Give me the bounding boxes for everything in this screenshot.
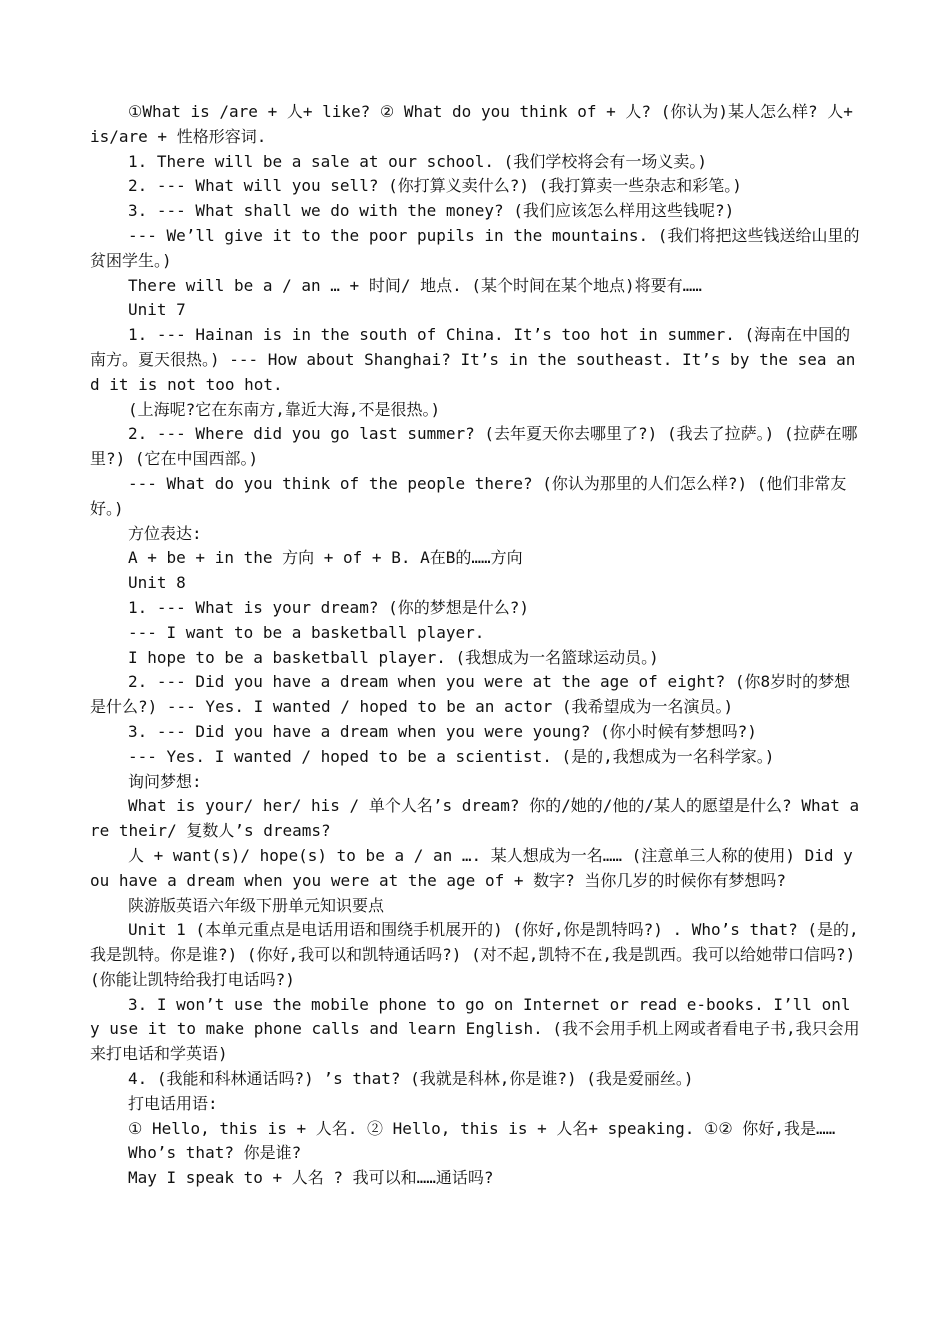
paragraph: Unit 7 — [128, 300, 186, 320]
paragraph: ① Hello, this is + 人名. ② Hello, this is + 人名+ speaking. ①② 你好,我是…… — [128, 1118, 836, 1138]
paragraph: Unit 8 — [128, 573, 186, 593]
paragraph: 1. --- What is your dream? (你的梦想是什么?) — [128, 597, 529, 617]
paragraph: (上海呢?它在东南方,靠近大海,不是很热。) — [128, 399, 441, 419]
document-body — [90, 100, 860, 1191]
paragraph: 陕游版英语六年级下册单元知识要点 — [128, 895, 385, 915]
paragraph: I hope to be a basketball player. (我想成为一名篮球运动员。) — [128, 647, 659, 667]
paragraph: 4. (我能和科林通话吗?) ’s that? (我就是科林,你是谁?) (我是爱丽丝。) — [128, 1069, 694, 1089]
paragraph: 打电话用语: — [128, 1093, 218, 1113]
paragraph: 3. --- What shall we do with the money? (我们应该怎么样用这些钱呢?) — [128, 201, 735, 221]
paragraph: 3. I won’t use the mobile phone to go on Internet or read e-books. I’ll only use it to make phone calls and learn English. (我不会用手机上网或者看电子书,我只会用来打电话和学英语) — [90, 994, 860, 1064]
paragraph: May I speak to + 人名 ? 我可以和……通话吗? — [128, 1168, 494, 1188]
paragraph: 3. --- Did you have a dream when you were young? (你小时候有梦想吗?) — [128, 721, 757, 741]
paragraph: What is your/ her/ his / 单个人名’s dream? 你的/她的/他的/某人的愿望是什么? What are their/ 复数人’s dreams? — [90, 796, 860, 841]
paragraph: Who’s that? 你是谁? — [128, 1143, 302, 1163]
paragraph: --- We’ll give it to the poor pupils in the mountains. (我们将把这些钱送给山里的贫困学生。) — [90, 225, 860, 270]
paragraph: 人 + want(s)/ hope(s) to be a / an …. 某人想成为一名…… (注意单三人称的使用) Did you have a dream when you were at the age of + 数字? 当你几岁的时候你有梦想吗? — [90, 845, 853, 890]
paragraph: There will be a / an … + 时间/ 地点. (某个时间在某个地点)将要有…… — [128, 275, 702, 295]
paragraph: --- I want to be a basketball player. — [128, 622, 485, 642]
paragraph: A + be + in the 方向 + of + B. A在B的……方向 — [128, 548, 523, 568]
paragraph: --- What do you think of the people there? (你认为那里的人们怎么样?) (他们非常友好。) — [90, 473, 847, 518]
paragraph: 1. There will be a sale at our school. (我们学校将会有一场义卖。) — [128, 151, 707, 171]
paragraph: 2. --- What will you sell? (你打算义卖什么?) (我打算卖一些杂志和彩笔。) — [128, 176, 742, 196]
paragraph: --- Yes. I wanted / hoped to be a scientist. (是的,我想成为一名科学家。) — [128, 746, 775, 766]
paragraph: 方位表达: — [128, 523, 202, 543]
paragraph: 1. --- Hainan is in the south of China. It’s too hot in summer. (海南在中国的南方。夏天很热。) --- How about Shanghai? It’s in the southeast. It’s by the sea and it is not too hot. — [90, 325, 856, 394]
paragraph: 询问梦想: — [128, 771, 202, 791]
paragraph: 2. --- Where did you go last summer? (去年夏天你去哪里了?) (我去了拉萨。) (拉萨在哪里?) (它在中国西部。) — [90, 424, 858, 469]
paragraph: 2. --- Did you have a dream when you were at the age of eight? (你8岁时的梦想是什么?) --- Yes. I wanted / hoped to be an actor (我希望成为一名演员。) — [90, 672, 851, 717]
paragraph: Unit 1 (本单元重点是电话用语和围绕手机展开的) (你好,你是凯特吗?) . Who’s that? (是的,我是凯特。你是谁?) (你好,我可以和凯特通话吗?) (对不起,凯特不在,我是凯西。我可以给她带口信吗?) (你能让凯特给我打电话吗?) — [90, 920, 859, 989]
paragraph: ①What is /are + 人+ like? ② What do you think of + 人? (你认为)某人怎么样? 人+ is/are + 性格形容词. — [90, 102, 853, 146]
